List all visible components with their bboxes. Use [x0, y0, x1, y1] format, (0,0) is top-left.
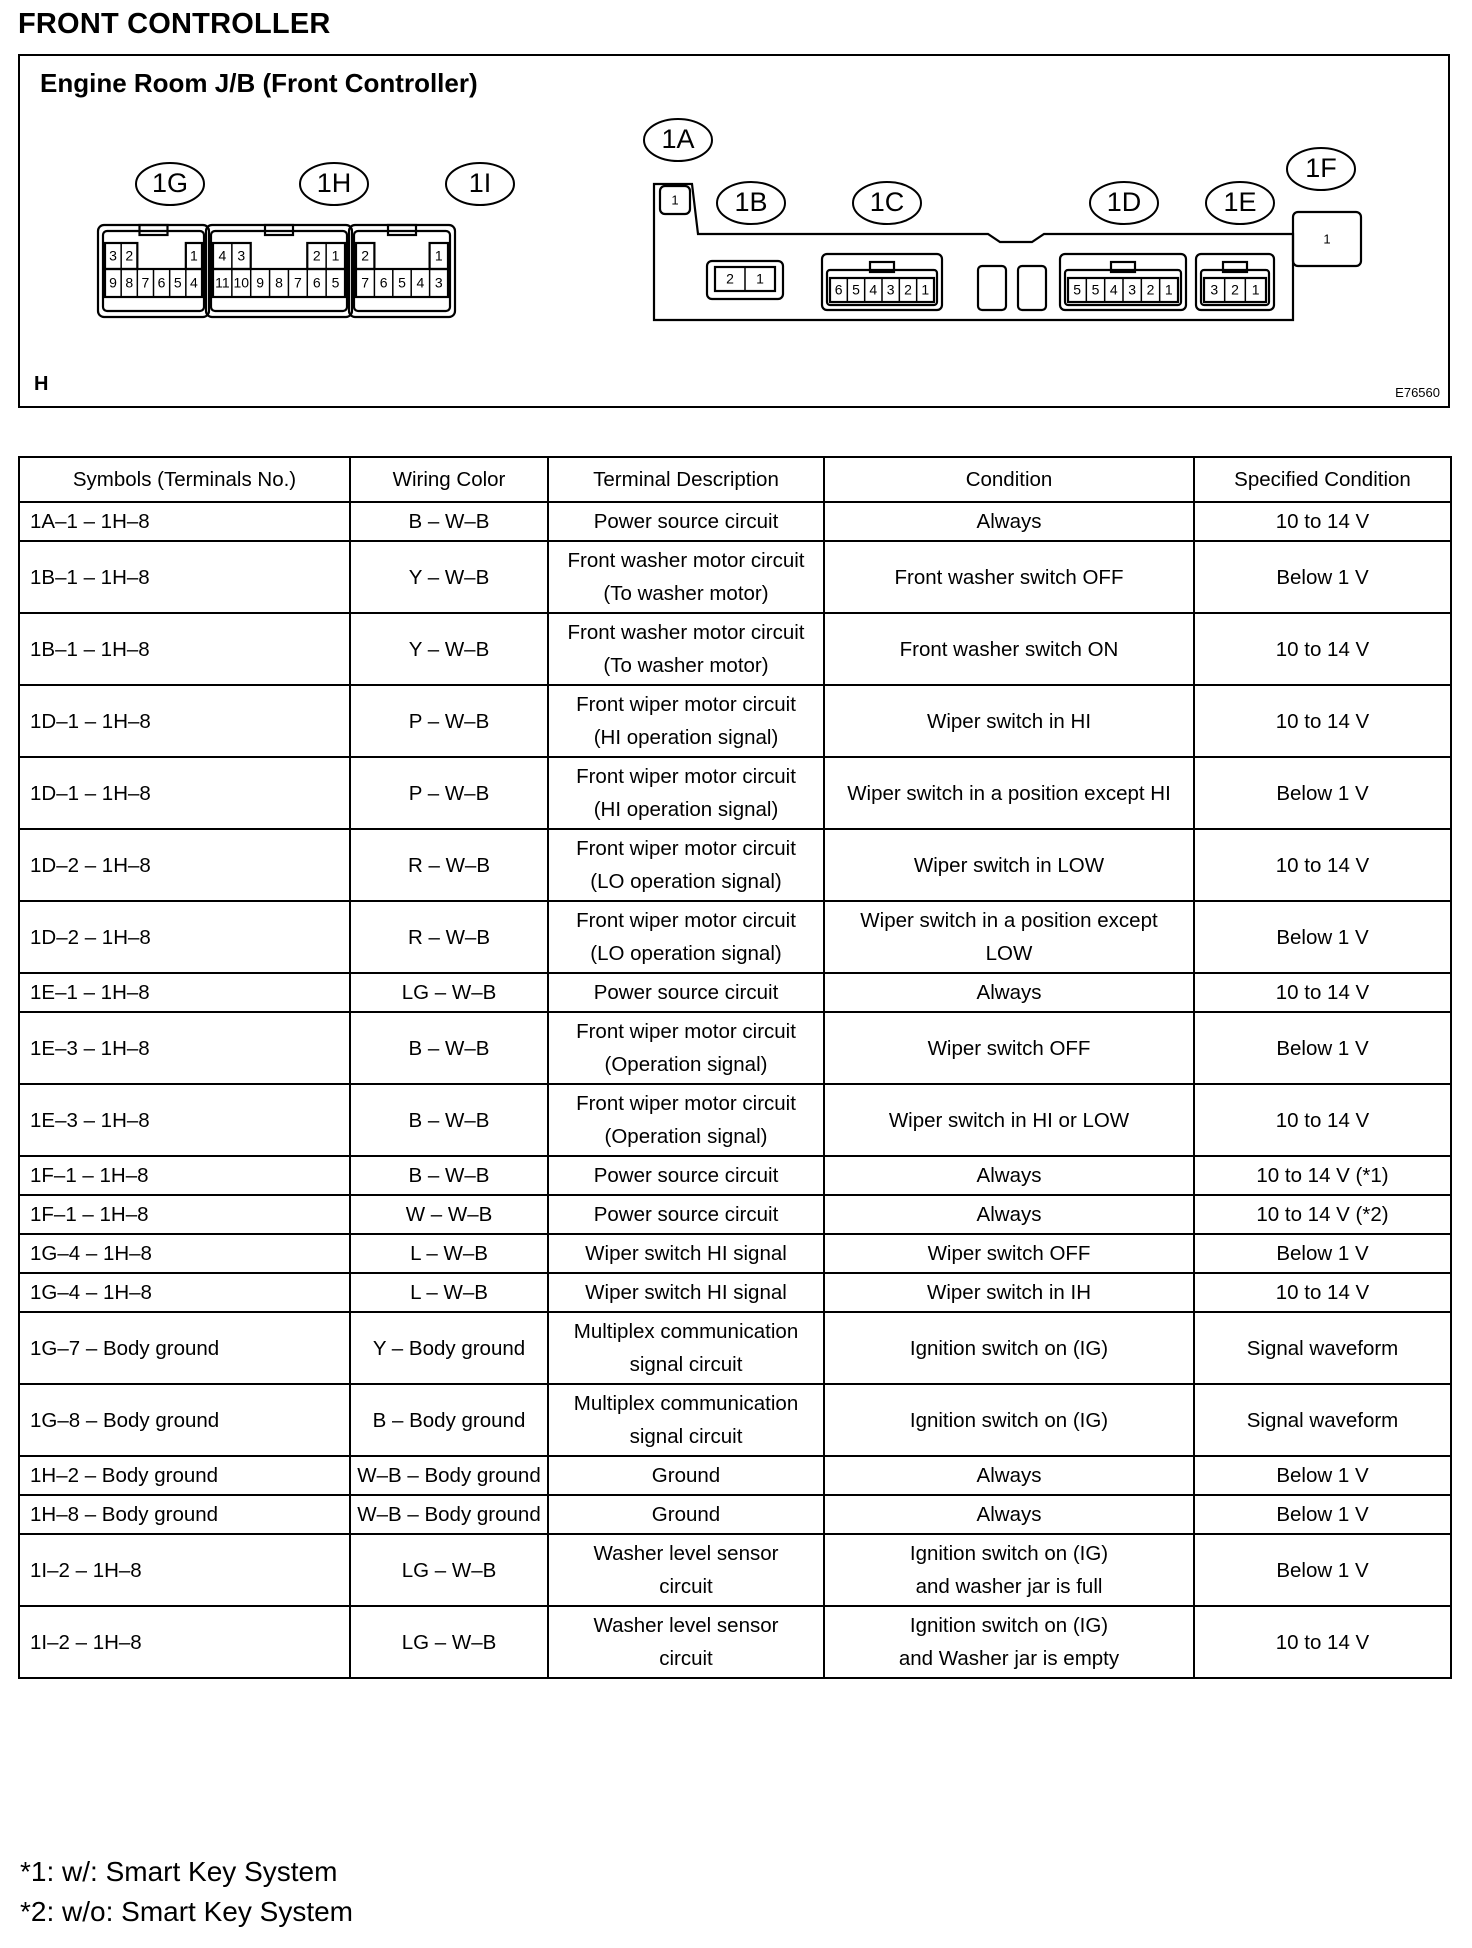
- wiring-color-cell: W–B – Body ground: [350, 1456, 548, 1495]
- pin-number: 5: [173, 274, 182, 291]
- wiring-color-cell: R – W–B: [350, 901, 548, 973]
- description-cell: [548, 757, 824, 829]
- condition-cell: [824, 1273, 1194, 1312]
- cell-line: Wiper switch HI signal: [585, 1281, 787, 1304]
- pin-number: 1: [434, 247, 443, 264]
- pin-number: 8: [125, 274, 134, 291]
- table-row: [19, 973, 1451, 1012]
- description-cell: [548, 1195, 824, 1234]
- cell-line: Front wiper motor circuit: [576, 765, 796, 788]
- pin-number: 1: [1251, 281, 1260, 298]
- cell-line: (HI operation signal): [593, 726, 779, 749]
- wiring-color-cell: R – W–B: [350, 829, 548, 901]
- specified-cell: 10 to 14 V: [1194, 502, 1451, 541]
- table-row: [19, 1312, 1451, 1384]
- wiring-color-cell: L – W–B: [350, 1234, 548, 1273]
- cell-line: LOW: [985, 942, 1033, 965]
- pin-number: 4: [869, 281, 878, 298]
- symbols-cell: 1A–1 – 1H–8: [19, 502, 350, 541]
- description-cell: [548, 613, 824, 685]
- symbols-cell: 1B–1 – 1H–8: [19, 541, 350, 613]
- description-cell: [548, 1234, 824, 1273]
- footnote: *1: w/: Smart Key System: [20, 1856, 338, 1887]
- symbols-cell: 1G–4 – 1H–8: [19, 1273, 350, 1312]
- wiring-color-cell: B – W–B: [350, 1084, 548, 1156]
- table-row: [19, 1495, 1451, 1534]
- cell-line: Wiper switch OFF: [927, 1242, 1091, 1265]
- pin-number: 4: [416, 274, 425, 291]
- pin-number: 2: [1146, 281, 1155, 298]
- cell-line: (Operation signal): [604, 1125, 768, 1148]
- cell-line: Always: [976, 1164, 1042, 1187]
- cell-line: Front wiper motor circuit: [576, 693, 796, 716]
- pin-number: 1: [1164, 281, 1173, 298]
- connector-label: 1I: [468, 168, 492, 199]
- table-row: [19, 541, 1451, 613]
- condition-cell: [824, 541, 1194, 613]
- cell-line: (To washer motor): [603, 582, 769, 605]
- pin-number: 3: [237, 247, 246, 264]
- connector-housing: [206, 225, 352, 317]
- connector-label: 1C: [869, 187, 905, 218]
- symbols-cell: 1F–1 – 1H–8: [19, 1156, 350, 1195]
- wiring-color-cell: Y – Body ground: [350, 1312, 548, 1384]
- specified-cell: 10 to 14 V (*1): [1194, 1156, 1451, 1195]
- description-cell: [548, 1312, 824, 1384]
- pin-number: 1: [756, 270, 764, 287]
- cell-line: Front washer switch ON: [899, 637, 1119, 661]
- wiring-color-cell: LG – W–B: [350, 1534, 548, 1606]
- pin-number: 7: [361, 274, 370, 291]
- condition-cell: [824, 1234, 1194, 1273]
- cell-line: Ground: [651, 1464, 721, 1487]
- specified-cell: Below 1 V: [1194, 1234, 1451, 1273]
- pin-number: 1: [190, 247, 198, 264]
- table-row: [19, 502, 1451, 541]
- specified-cell: 10 to 14 V: [1194, 1273, 1451, 1312]
- table-row: [19, 1084, 1451, 1156]
- cell-line: Washer level sensor: [593, 1614, 779, 1637]
- description-cell: [548, 901, 824, 973]
- condition-cell: [824, 757, 1194, 829]
- pin-number: 5: [331, 274, 340, 291]
- specified-cell: 10 to 14 V: [1194, 1084, 1451, 1156]
- pin-number: 5: [398, 274, 406, 291]
- description-cell: [548, 1456, 824, 1495]
- pin-number: 5: [1091, 281, 1100, 298]
- pin-number: 2: [1231, 281, 1239, 298]
- pin-number: 5: [1073, 281, 1082, 298]
- pin-number: 7: [293, 274, 302, 291]
- cell-line: Always: [976, 981, 1042, 1004]
- table-row: [19, 829, 1451, 901]
- cell-line: circuit: [659, 1575, 713, 1598]
- cell-line: (To washer motor): [603, 654, 769, 677]
- pin-number: 5: [852, 281, 860, 298]
- condition-cell: [824, 1012, 1194, 1084]
- description-cell: [548, 1273, 824, 1312]
- description-cell: [548, 1012, 824, 1084]
- symbols-cell: 1G–4 – 1H–8: [19, 1234, 350, 1273]
- cell-line: Power source circuit: [593, 510, 779, 533]
- description-cell: [548, 1534, 824, 1606]
- cell-line: Front wiper motor circuit: [576, 1020, 796, 1043]
- specified-cell: 10 to 14 V: [1194, 685, 1451, 757]
- specified-cell: Signal waveform: [1194, 1384, 1451, 1456]
- specified-cell: Below 1 V: [1194, 1012, 1451, 1084]
- table-row: [19, 1456, 1451, 1495]
- specified-cell: 10 to 14 V: [1194, 613, 1451, 685]
- blank-cavity: [978, 266, 1006, 310]
- wiring-color-cell: P – W–B: [350, 685, 548, 757]
- cell-line: Always: [976, 1503, 1042, 1526]
- pin-number: 2: [361, 247, 370, 264]
- header-terminal-description: Terminal Description: [548, 457, 824, 502]
- cell-line: and Washer jar is empty: [898, 1647, 1120, 1670]
- pin-number: 3: [1210, 281, 1219, 298]
- description-cell: [548, 502, 824, 541]
- wiring-color-cell: B – W–B: [350, 1012, 548, 1084]
- pin-number: 6: [379, 274, 388, 291]
- specified-cell: Below 1 V: [1194, 1534, 1451, 1606]
- symbols-cell: 1D–1 – 1H–8: [19, 757, 350, 829]
- cell-line: Power source circuit: [593, 981, 779, 1004]
- symbols-cell: 1I–2 – 1H–8: [19, 1606, 350, 1678]
- connector-label: 1H: [316, 168, 352, 199]
- symbols-cell: 1D–2 – 1H–8: [19, 901, 350, 973]
- connector-label: 1A: [661, 124, 695, 155]
- condition-cell: [824, 1156, 1194, 1195]
- table-row: [19, 901, 1451, 973]
- pin-number: 1: [921, 281, 930, 298]
- cell-line: Ignition switch on (IG): [909, 1336, 1109, 1360]
- pin-number: 2: [904, 281, 912, 298]
- cell-line: Front wiper motor circuit: [576, 837, 796, 860]
- symbols-cell: 1E–1 – 1H–8: [19, 973, 350, 1012]
- wiring-color-cell: P – W–B: [350, 757, 548, 829]
- table-row: [19, 1234, 1451, 1273]
- symbols-cell: 1G–8 – Body ground: [19, 1384, 350, 1456]
- wiring-color-cell: Y – W–B: [350, 541, 548, 613]
- symbols-cell: 1D–1 – 1H–8: [19, 685, 350, 757]
- condition-cell: [824, 901, 1194, 973]
- terminal-table: [18, 456, 1452, 1679]
- cell-line: Front washer motor circuit: [567, 621, 805, 644]
- cell-line: Washer level sensor: [593, 1542, 779, 1565]
- pin-number: 9: [256, 274, 265, 291]
- cell-line: Front wiper motor circuit: [576, 1092, 796, 1115]
- description-cell: [548, 541, 824, 613]
- specified-cell: Below 1 V: [1194, 1495, 1451, 1534]
- symbols-cell: 1B–1 – 1H–8: [19, 613, 350, 685]
- header-symbols: Symbols (Terminals No.): [19, 457, 350, 502]
- cell-line: Ignition switch on (IG): [909, 1408, 1109, 1432]
- pin-number: 3: [1128, 281, 1137, 298]
- description-cell: [548, 1384, 824, 1456]
- symbols-cell: 1G–7 – Body ground: [19, 1312, 350, 1384]
- pin-number: 8: [275, 274, 283, 291]
- table-row: [19, 685, 1451, 757]
- symbols-cell: 1E–3 – 1H–8: [19, 1084, 350, 1156]
- wiring-color-cell: W–B – Body ground: [350, 1495, 548, 1534]
- pin-number: 6: [157, 274, 166, 291]
- description-cell: [548, 1156, 824, 1195]
- pin-number: 1: [1323, 231, 1331, 247]
- cell-line: signal circuit: [629, 1353, 743, 1376]
- connector-housing: [349, 225, 455, 317]
- specified-cell: 10 to 14 V: [1194, 973, 1451, 1012]
- symbols-cell: 1F–1 – 1H–8: [19, 1195, 350, 1234]
- condition-cell: [824, 1195, 1194, 1234]
- wiring-color-cell: B – W–B: [350, 502, 548, 541]
- cell-line: Ground: [651, 1503, 721, 1526]
- wiring-color-cell: Y – W–B: [350, 613, 548, 685]
- footnotes: [20, 1852, 353, 1932]
- condition-cell: [824, 685, 1194, 757]
- wiring-color-cell: B – Body ground: [350, 1384, 548, 1456]
- pin-number: 2: [726, 270, 734, 287]
- table-row: [19, 1606, 1451, 1678]
- header-specified-condition: Specified Condition: [1194, 457, 1451, 502]
- cell-line: Wiper switch in a position except HI: [847, 781, 1171, 805]
- cell-line: Front wiper motor circuit: [576, 909, 796, 932]
- pin-number: 1: [671, 192, 679, 208]
- condition-cell: [824, 613, 1194, 685]
- connector-label: 1D: [1106, 187, 1142, 218]
- cell-line: signal circuit: [629, 1425, 743, 1448]
- description-cell: [548, 973, 824, 1012]
- condition-cell: [824, 1534, 1194, 1606]
- pin-number: 3: [434, 274, 443, 291]
- cell-line: Always: [976, 1464, 1042, 1487]
- pin-number: 6: [834, 281, 843, 298]
- specified-cell: Below 1 V: [1194, 541, 1451, 613]
- diagram-title: Engine Room J/B (Front Controller): [40, 68, 478, 98]
- cell-line: Wiper switch in LOW: [913, 853, 1105, 877]
- wiring-color-cell: LG – W–B: [350, 973, 548, 1012]
- cell-line: Wiper switch in HI or LOW: [888, 1108, 1130, 1132]
- description-cell: [548, 829, 824, 901]
- page-title: FRONT CONTROLLER: [18, 8, 331, 40]
- table-row: [19, 757, 1451, 829]
- cell-line: Front washer switch OFF: [894, 565, 1124, 589]
- symbols-cell: 1H–8 – Body ground: [19, 1495, 350, 1534]
- cell-line: Wiper switch in a position except: [860, 909, 1158, 932]
- condition-cell: [824, 1456, 1194, 1495]
- wiring-color-cell: L – W–B: [350, 1273, 548, 1312]
- cell-line: Wiper switch in IH: [926, 1281, 1092, 1304]
- header-condition: Condition: [824, 457, 1194, 502]
- connector-drawing: [20, 56, 1448, 406]
- view-code: H: [34, 373, 49, 395]
- blank-cavity: [1018, 266, 1046, 310]
- pin-number: 2: [125, 247, 134, 264]
- description-cell: [548, 1084, 824, 1156]
- cell-line: Power source circuit: [593, 1164, 779, 1187]
- wiring-color-cell: LG – W–B: [350, 1606, 548, 1678]
- cell-line: Always: [976, 510, 1042, 533]
- description-cell: [548, 685, 824, 757]
- cell-line: Multiplex communication: [573, 1320, 799, 1343]
- pin-number: 9: [109, 274, 117, 291]
- condition-cell: [824, 1084, 1194, 1156]
- cell-line: Wiper switch OFF: [927, 1036, 1091, 1060]
- connector-diagram: [18, 54, 1450, 408]
- cell-line: Always: [976, 1203, 1042, 1226]
- cell-line: Power source circuit: [593, 1203, 779, 1226]
- cell-line: Wiper switch HI signal: [585, 1242, 787, 1265]
- pin-number: 4: [218, 247, 227, 264]
- specified-cell: Below 1 V: [1194, 757, 1451, 829]
- cell-line: and washer jar is full: [915, 1575, 1103, 1598]
- cell-line: (LO operation signal): [590, 942, 782, 965]
- condition-cell: [824, 829, 1194, 901]
- cell-line: Ignition switch on (IG): [909, 1542, 1109, 1565]
- pin-number: 4: [190, 274, 198, 291]
- specified-cell: Signal waveform: [1194, 1312, 1451, 1384]
- table-row: [19, 1273, 1451, 1312]
- pin-number: 1: [331, 247, 340, 264]
- table-row: [19, 1156, 1451, 1195]
- cell-line: Ignition switch on (IG): [909, 1614, 1109, 1637]
- cell-line: (HI operation signal): [593, 798, 779, 821]
- condition-cell: [824, 1495, 1194, 1534]
- cell-line: Wiper switch in HI: [926, 709, 1092, 733]
- wiring-color-cell: W – W–B: [350, 1195, 548, 1234]
- specified-cell: 10 to 14 V (*2): [1194, 1195, 1451, 1234]
- connector-label: 1F: [1305, 153, 1337, 184]
- symbols-cell: 1H–2 – Body ground: [19, 1456, 350, 1495]
- specified-cell: Below 1 V: [1194, 901, 1451, 973]
- symbols-cell: 1I–2 – 1H–8: [19, 1534, 350, 1606]
- specified-cell: 10 to 14 V: [1194, 829, 1451, 901]
- pin-number: 3: [886, 281, 895, 298]
- wiring-color-cell: B – W–B: [350, 1156, 548, 1195]
- description-cell: [548, 1495, 824, 1534]
- description-cell: [548, 1606, 824, 1678]
- table-row: [19, 1534, 1451, 1606]
- pin-number: 7: [141, 274, 150, 291]
- condition-cell: [824, 502, 1194, 541]
- pin-number: 4: [1109, 281, 1118, 298]
- pin-number: 6: [312, 274, 321, 291]
- table-row: [19, 1384, 1451, 1456]
- cell-line: Front washer motor circuit: [567, 549, 805, 572]
- table-row: [19, 1195, 1451, 1234]
- condition-cell: [824, 1606, 1194, 1678]
- table-row: [19, 613, 1451, 685]
- pin-number: 11: [215, 274, 230, 291]
- connector-label: 1G: [151, 168, 189, 199]
- cell-line: (LO operation signal): [590, 870, 782, 893]
- cell-line: Multiplex communication: [573, 1392, 799, 1415]
- pin-number: 2: [312, 247, 321, 264]
- footnote: *2: w/o: Smart Key System: [20, 1896, 353, 1927]
- specified-cell: Below 1 V: [1194, 1456, 1451, 1495]
- condition-cell: [824, 1384, 1194, 1456]
- header-wiring-color: Wiring Color: [350, 457, 548, 502]
- symbols-cell: 1E–3 – 1H–8: [19, 1012, 350, 1084]
- condition-cell: [824, 1312, 1194, 1384]
- specified-cell: 10 to 14 V: [1194, 1606, 1451, 1678]
- condition-cell: [824, 973, 1194, 1012]
- pin-number: 10: [233, 274, 250, 291]
- pin-number: 3: [109, 247, 117, 264]
- symbols-cell: 1D–2 – 1H–8: [19, 829, 350, 901]
- reference-code: E76560: [1395, 385, 1440, 400]
- connector-label: 1E: [1223, 187, 1257, 218]
- table-row: [19, 1012, 1451, 1084]
- connector-label: 1B: [734, 187, 768, 218]
- cell-line: (Operation signal): [604, 1053, 768, 1076]
- cell-line: circuit: [659, 1647, 713, 1670]
- table-header-row: [19, 457, 1451, 502]
